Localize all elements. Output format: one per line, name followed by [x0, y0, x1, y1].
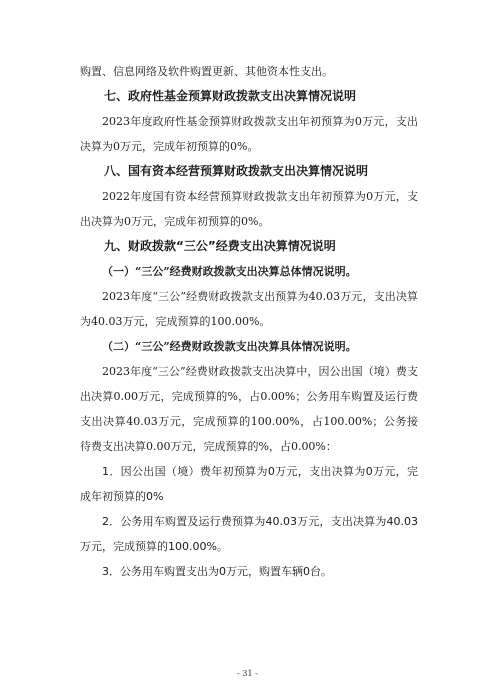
section-9-1-paragraph: 2023年度“三公”经费财政拨款支出预算为40.03万元，支出决算为40.03万元，完成预算的100.00%。 — [80, 290, 418, 328]
section-9-2-heading: （二）“三公”经费财政拨款支出决算具体情况说明。 — [102, 340, 357, 353]
section-9-1-heading: （一）“三公”经费财政拨款支出决算总体情况说明。 — [102, 265, 357, 278]
section-9-heading: 九、财政拨款“三公”经费支出决算情况说明 — [104, 239, 336, 253]
section-7-heading: 七、政府性基金预算财政拨款支出决算情况说明 — [104, 89, 357, 103]
section-7-paragraph: 2023年度政府性基金预算财政拨款支出年初预算为0万元，支出决算为0万元，完成年初预算的0%。 — [80, 115, 418, 153]
section-8-paragraph: 2022年度国有资本经营预算财政拨款支出年初预算为0万元，支出决算为0万元，完成年初预算的0%。 — [80, 190, 418, 228]
document-body — [80, 59, 418, 584]
page-number: - 31 - — [237, 669, 258, 678]
section-8-heading: 八、国有资本经营预算财政拨款支出决算情况说明 — [104, 164, 369, 178]
list-item-1: 1．因公出国（境）费年初预算为0万元，支出决算为0万元，完成年初预算的0% — [80, 465, 418, 503]
section-9-2-paragraph: 2023年度“三公”经费财政拨款支出决算中，因公出国（境）费支出决算0.00万元，完成预算的%，占0.00%；公务用车购置及运行费支出决算40.03万元，完成预算的100.00%，占100.00%；公务接待费支出决算0.00万元，完成预算的%，占0.00%： — [80, 365, 418, 453]
list-item-3: 3．公务用车购置支出为0万元，购置车辆0台。 — [102, 565, 332, 578]
continuation-paragraph: 购置、信息网络及软件购置更新、其他资本性支出。 — [80, 65, 333, 78]
list-item-2: 2．公务用车购置及运行费预算为40.03万元，支出决算为40.03万元，完成预算的100.00%。 — [80, 515, 418, 553]
